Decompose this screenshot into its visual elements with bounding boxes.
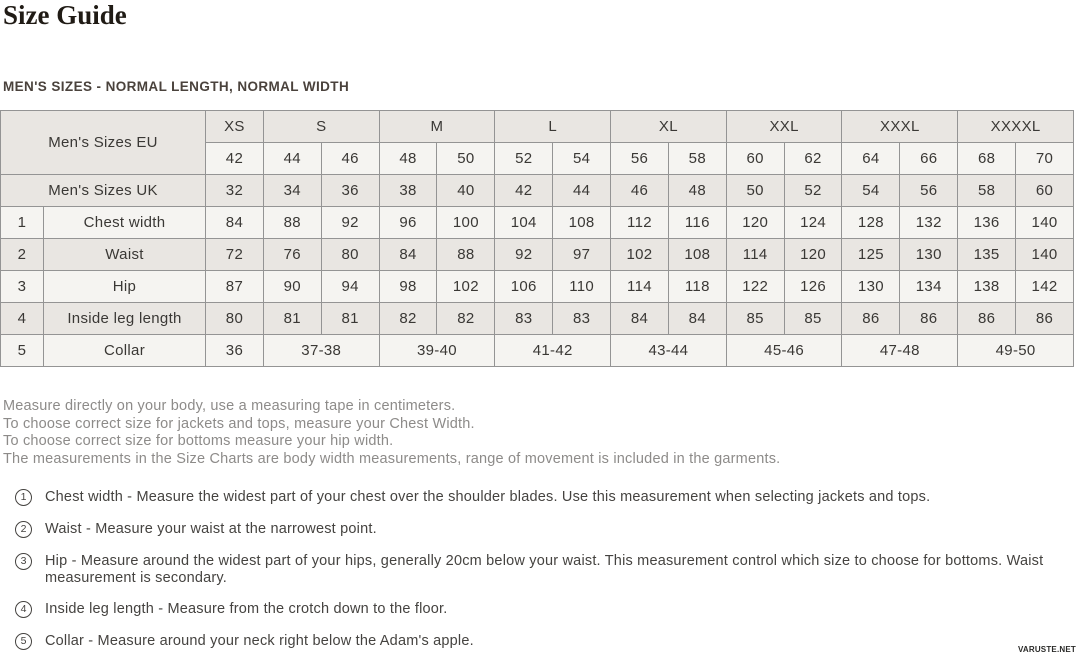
size-letters-row [1,111,1074,143]
measurement-value-cell: 86 [958,303,1016,335]
notes-section [3,398,1078,468]
measurement-value-cell: 100 [437,207,495,239]
eu-size-cell: 70 [1016,143,1074,175]
instruction-item [0,601,1078,618]
row-number-cell: 3 [1,271,44,303]
circled-number: 4 [15,601,32,618]
note-line: To choose correct size for jackets and tops, measure your Chest Width. [3,415,475,432]
size-group-cell: M [379,111,495,143]
uk-sizes-label-cell: Men's Sizes UK [1,175,206,207]
uk-size-cell: 46 [611,175,669,207]
measurement-value-cell: 110 [553,271,611,303]
measurement-value-cell: 39-40 [379,335,495,367]
measurement-value-cell: 108 [668,239,726,271]
eu-size-cell: 68 [958,143,1016,175]
measurement-value-cell: 36 [206,335,264,367]
measurement-value-cell: 138 [958,271,1016,303]
measurement-value-cell: 122 [726,271,784,303]
row-number-cell: 5 [1,335,44,367]
measurement-value-cell: 81 [321,303,379,335]
measurement-value-cell: 85 [726,303,784,335]
uk-size-cell: 44 [553,175,611,207]
measurement-value-cell: 132 [900,207,958,239]
measurement-value-cell: 43-44 [611,335,727,367]
measurement-value-cell: 106 [495,271,553,303]
measurement-value-cell: 114 [611,271,669,303]
eu-size-cell: 54 [553,143,611,175]
uk-size-cell: 56 [900,175,958,207]
eu-size-cell: 46 [321,143,379,175]
measurement-value-cell: 112 [611,207,669,239]
measurement-value-cell: 128 [842,207,900,239]
note-line: To choose correct size for bottoms measure your hip width. [3,433,394,449]
measurement-value-cell: 92 [321,207,379,239]
uk-size-cell: 58 [958,175,1016,207]
instruction-text: Hip - Measure around the widest part of your hips, generally 20cm below your waist. This measurement control which size to choose for bottoms. Waist measurement is secondary. [45,553,1044,586]
measurement-value-cell: 142 [1016,271,1074,303]
measurement-value-cell: 88 [437,239,495,271]
uk-size-cell: 40 [437,175,495,207]
measurement-value-cell: 102 [611,239,669,271]
measurement-value-cell: 108 [553,207,611,239]
measurement-value-cell: 92 [495,239,553,271]
measurement-value-cell: 120 [784,239,842,271]
measurement-value-cell: 114 [726,239,784,271]
eu-size-cell: 66 [900,143,958,175]
measurement-value-cell: 81 [263,303,321,335]
measurement-value-cell: 84 [668,303,726,335]
eu-size-cell: 48 [379,143,437,175]
measurement-value-cell: 80 [321,239,379,271]
measurement-value-cell: 94 [321,271,379,303]
circled-number: 2 [15,521,32,538]
size-table [0,110,1074,367]
circled-number: 1 [15,489,32,506]
measurement-value-cell: 136 [958,207,1016,239]
uk-size-cell: 60 [1016,175,1074,207]
instruction-text: Waist - Measure your waist at the narrowest point. [45,521,377,537]
measurement-value-cell: 140 [1016,207,1074,239]
size-table-body [1,111,1074,367]
measurement-value-cell: 130 [900,239,958,271]
measurement-value-cell: 126 [784,271,842,303]
uk-size-cell: 38 [379,175,437,207]
instruction-item [0,633,1078,650]
measurement-value-cell: 87 [206,271,264,303]
measurement-row [1,207,1074,239]
measurement-value-cell: 102 [437,271,495,303]
size-group-cell: S [263,111,379,143]
instruction-item [0,489,1078,506]
uk-sizes-row [1,175,1074,207]
uk-size-cell: 36 [321,175,379,207]
measurement-value-cell: 86 [842,303,900,335]
measurement-value-cell: 72 [206,239,264,271]
measurement-value-cell: 98 [379,271,437,303]
measurement-value-cell: 140 [1016,239,1074,271]
measurement-value-cell: 86 [900,303,958,335]
measurement-value-cell: 120 [726,207,784,239]
measurement-value-cell: 84 [611,303,669,335]
eu-size-cell: 50 [437,143,495,175]
size-group-cell: XXXXL [958,111,1074,143]
measurement-value-cell: 49-50 [958,335,1074,367]
size-group-cell: XS [206,111,264,143]
instruction-text: Collar - Measure around your neck right below the Adam's apple. [45,633,474,649]
measurement-value-cell: 90 [263,271,321,303]
measurement-value-cell: 37-38 [263,335,379,367]
uk-size-cell: 42 [495,175,553,207]
measurement-value-cell: 116 [668,207,726,239]
measurement-value-cell: 135 [958,239,1016,271]
measurement-label-cell: Waist [44,239,206,271]
measurement-value-cell: 134 [900,271,958,303]
measurement-value-cell: 118 [668,271,726,303]
eu-size-cell: 56 [611,143,669,175]
uk-size-cell: 52 [784,175,842,207]
measurement-value-cell: 82 [379,303,437,335]
instructions-list [0,489,1078,650]
eu-size-cell: 44 [263,143,321,175]
section-heading: MEN'S SIZES - NORMAL LENGTH, NORMAL WIDTH [3,79,350,94]
measurement-value-cell: 80 [206,303,264,335]
measurement-label-cell: Collar [44,335,206,367]
measurement-row [1,271,1074,303]
uk-size-cell: 48 [668,175,726,207]
instruction-text: Chest width - Measure the widest part of your chest over the shoulder blades. Use this measurement when selecting jackets and tops. [45,489,931,505]
measurement-value-cell: 104 [495,207,553,239]
size-group-cell: L [495,111,611,143]
measurement-value-cell: 84 [206,207,264,239]
eu-size-cell: 60 [726,143,784,175]
instruction-text: Inside leg length - Measure from the crotch down to the floor. [45,601,448,617]
eu-size-cell: 64 [842,143,900,175]
eu-size-cell: 58 [668,143,726,175]
uk-size-cell: 32 [206,175,264,207]
measurement-value-cell: 83 [553,303,611,335]
measurement-row [1,239,1074,271]
circled-number: 3 [15,553,32,570]
uk-size-cell: 34 [263,175,321,207]
eu-size-cell: 42 [206,143,264,175]
measurement-value-cell: 82 [437,303,495,335]
eu-size-cell: 52 [495,143,553,175]
eu-sizes-label-cell: Men's Sizes EU [1,111,206,175]
measurement-label-cell: Hip [44,271,206,303]
measurement-row [1,335,1074,367]
uk-size-cell: 54 [842,175,900,207]
measurement-value-cell: 85 [784,303,842,335]
measurement-value-cell: 86 [1016,303,1074,335]
instruction-item [0,553,1078,586]
measurement-value-cell: 83 [495,303,553,335]
measurement-value-cell: 41-42 [495,335,611,367]
eu-size-cell: 62 [784,143,842,175]
measurement-value-cell: 76 [263,239,321,271]
note-line: The measurements in the Size Charts are body width measurements, range of movement is included in the garments. [3,450,781,467]
measurement-label-cell: Chest width [44,207,206,239]
size-group-cell: XXL [726,111,842,143]
row-number-cell: 1 [1,207,44,239]
page-title: Size Guide [3,0,127,30]
measurement-value-cell: 125 [842,239,900,271]
measurement-label-cell: Inside leg length [44,303,206,335]
row-number-cell: 2 [1,239,44,271]
watermark-logo: VARUSTE.NET [1017,645,1076,654]
measurement-value-cell: 45-46 [726,335,842,367]
circled-number: 5 [15,633,32,650]
measurement-value-cell: 96 [379,207,437,239]
measurement-value-cell: 97 [553,239,611,271]
instruction-item [0,521,1078,538]
size-group-cell: XXXL [842,111,958,143]
row-number-cell: 4 [1,303,44,335]
measurement-value-cell: 47-48 [842,335,958,367]
measurement-value-cell: 88 [263,207,321,239]
measurement-value-cell: 124 [784,207,842,239]
size-group-cell: XL [611,111,727,143]
measurement-row [1,303,1074,335]
note-line: Measure directly on your body, use a measuring tape in centimeters. [3,398,456,414]
measurement-value-cell: 130 [842,271,900,303]
measurement-value-cell: 84 [379,239,437,271]
uk-size-cell: 50 [726,175,784,207]
